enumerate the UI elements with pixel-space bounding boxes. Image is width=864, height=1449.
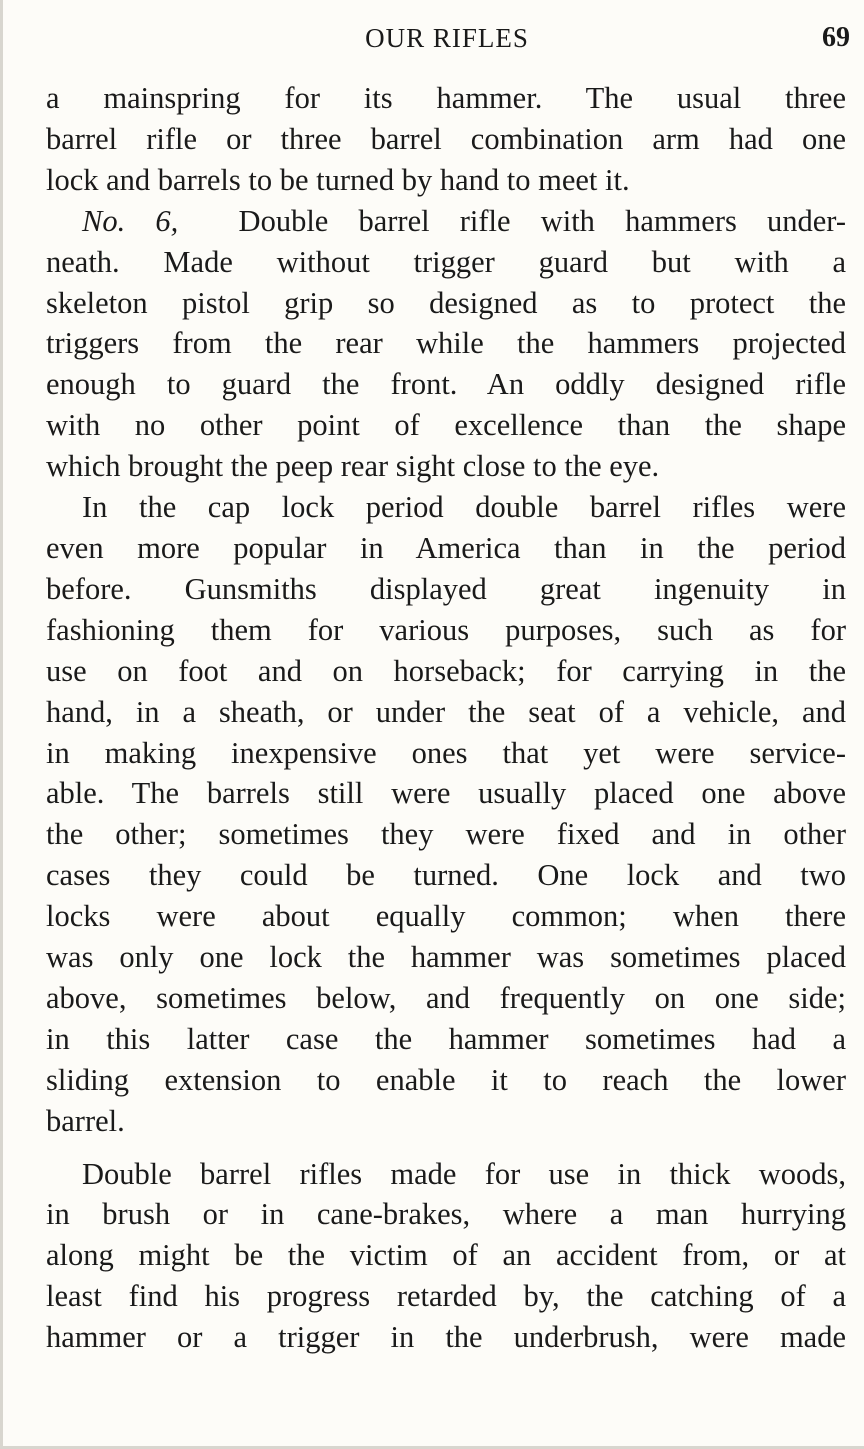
text-line: cases they could be turned. One lock and two xyxy=(46,858,846,893)
item-label: No. 6, xyxy=(82,203,179,238)
text-line: was only one lock the hammer was sometimes placed xyxy=(46,940,846,975)
text-line: in brush or in cane-brakes, where a man hurrying xyxy=(46,1197,846,1232)
text-line: in this latter case the hammer sometimes had a xyxy=(46,1021,846,1056)
text-line: above, sometimes below, and frequently on one side; xyxy=(46,980,846,1015)
text-line: before. Gunsmiths displayed great ingenuity in xyxy=(46,571,846,606)
text-line: hammer or a trigger in the underbrush, were made xyxy=(46,1320,846,1355)
text-line: triggers from the rear while the hammers projected xyxy=(46,326,846,361)
text-line: in making inexpensive ones that yet were service- xyxy=(46,735,846,770)
page-edge-left xyxy=(0,0,3,1449)
paragraph-spacer xyxy=(46,1142,846,1154)
text-line: which brought the peep rear sight close to the eye. xyxy=(46,449,660,484)
running-title: OUR RIFLES xyxy=(365,23,529,53)
paragraph-3 xyxy=(46,487,846,1142)
paragraph-2 xyxy=(46,201,846,487)
page-number: 69 xyxy=(822,22,850,53)
text-line: In the cap lock period double barrel rifles were xyxy=(82,490,846,525)
text-line: use on foot and on horseback; for carrying in the xyxy=(46,653,846,688)
text-line: the other; sometimes they were fixed and in other xyxy=(46,817,846,852)
text-line xyxy=(46,201,846,242)
text-line: Double barrel rifles made for use in thick woods, xyxy=(82,1156,846,1191)
text-line: barrel. xyxy=(46,1103,125,1138)
text-line-content: Double barrel rifle with hammers under- xyxy=(238,203,846,238)
text-line: neath. Made without trigger guard but with a xyxy=(46,244,846,279)
text-line: along might be the victim of an accident from, or at xyxy=(46,1238,846,1273)
body-text xyxy=(46,78,846,1358)
paragraph-1 xyxy=(46,78,846,201)
text-line: locks were about equally common; when there xyxy=(46,899,846,934)
text-line: lock and barrels to be turned by hand to meet it. xyxy=(46,162,630,197)
text-line: enough to guard the front. An oddly designed rifle xyxy=(46,367,846,402)
running-head xyxy=(0,20,864,56)
text-line: sliding extension to enable it to reach the lower xyxy=(46,1062,846,1097)
text-line: even more popular in America than in the period xyxy=(46,530,846,565)
text-line: able. The barrels still were usually placed one above xyxy=(46,776,846,811)
text-line: hand, in a sheath, or under the seat of a vehicle, and xyxy=(46,694,846,729)
text-line: skeleton pistol grip so designed as to protect the xyxy=(46,285,846,320)
text-line: least find his progress retarded by, the catching of a xyxy=(46,1279,846,1314)
text-line: barrel rifle or three barrel combination arm had one xyxy=(46,121,846,156)
text-line: a mainspring for its hammer. The usual three xyxy=(46,81,846,115)
text-line: fashioning them for various purposes, such as for xyxy=(46,612,846,647)
text-line: with no other point of excellence than the shape xyxy=(46,408,846,443)
paragraph-4 xyxy=(46,1154,846,1359)
